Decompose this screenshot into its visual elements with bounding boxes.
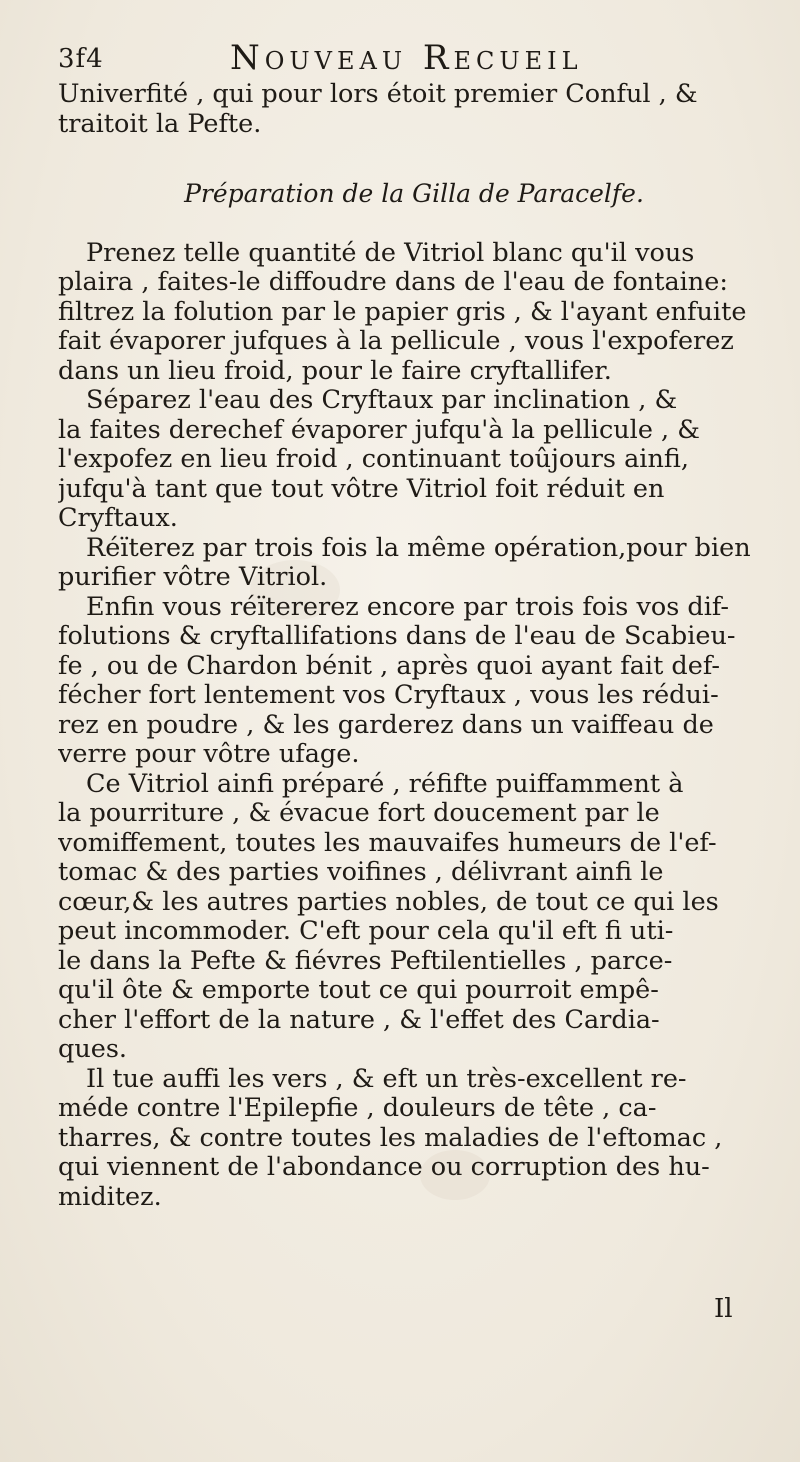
text-line: tharres, & contre toutes les maladies de l'eftomac , — [58, 1123, 723, 1153]
text-line: cœur,& les autres parties nobles, de tout ce qui les — [58, 887, 719, 917]
text-line: qui viennent de l'abondance ou corruption des hu- — [58, 1153, 710, 1182]
text-line: Réïterez par trois fois la même opération,pour bien — [86, 533, 751, 563]
text-line: traitoit la Pefte. — [58, 109, 262, 139]
text-line: la pourriture , & évacue fort doucement par le — [58, 799, 660, 828]
page-header — [52, 38, 772, 82]
section-heading: Préparation de la Gilla de Paracelfe. — [184, 179, 644, 208]
text-line: Univerfité , qui pour lors étoit premier Conful , & — [58, 80, 698, 109]
text-line: miditez. — [58, 1182, 162, 1212]
text-line: Cryftaux. — [58, 504, 178, 533]
text-line: ques. — [58, 1035, 128, 1064]
text-line: Enfin vous réïtererez encore par trois fois vos dif- — [86, 592, 730, 622]
text-line: dans un lieu froid, pour le faire cryftallifer. — [58, 356, 612, 386]
text-line: qu'il ôte & emporte tout ce qui pourroit empê- — [58, 976, 659, 1005]
text-line: Ce Vitriol ainfi préparé , réfifte puiffamment à — [86, 769, 684, 799]
text-line: tomac & des parties voifines , délivrant ainfi le — [58, 858, 664, 887]
text-line: la faites derechef évaporer jufqu'à la pellicule , & — [58, 415, 700, 445]
text-line: vomiffement, toutes les mauvaifes humeurs de l'ef- — [58, 828, 717, 858]
text-line: fait évaporer jufques à la pellicule , vous l'expoferez — [58, 327, 734, 356]
text-line: filtrez la folution par le papier gris , & l'ayant enfuite — [58, 297, 747, 327]
text-line: l'expofez en lieu froid , continuant toûjours ainfi, — [58, 445, 689, 474]
catchword: Il — [714, 1294, 733, 1324]
text-line: plaira , faites-le diffoudre dans de l'eau de fontaine: — [58, 268, 728, 297]
text-line: Séparez l'eau des Cryftaux par inclination , & — [86, 386, 678, 415]
text-line: rez en poudre , & les garderez dans un vaiffeau de — [58, 710, 714, 740]
body-text — [58, 80, 770, 1212]
text-line: Prenez telle quantité de Vitriol blanc qu'il vous — [86, 238, 695, 268]
text-line: peut incommoder. C'eft pour cela qu'il eft fi uti- — [58, 917, 674, 946]
text-line: Il tue auffi les vers , & eft un très-excellent re- — [86, 1064, 687, 1094]
text-line: purifier vôtre Vitriol. — [58, 563, 328, 592]
text-line: le dans la Pefte & fiévres Peftilentielles , parce- — [58, 946, 673, 976]
text-line: jufqu'à tant que tout vôtre Vitriol foit réduit en — [58, 474, 665, 504]
text-line: cher l'effort de la nature , & l'effet des Cardia- — [58, 1005, 660, 1035]
text-line: fécher fort lentement vos Cryftaux , vous les rédui- — [58, 681, 719, 710]
text-line: fe , ou de Chardon bénit , après quoi ayant fait def- — [58, 651, 720, 681]
text-line: verre pour vôtre ufage. — [58, 740, 360, 769]
running-title: Nouveau Recueil — [230, 38, 583, 78]
text-line: folutions & cryftallifations dans de l'eau de Scabieu- — [58, 622, 736, 651]
text-line: méde contre l'Epilepfie , douleurs de tête , ca- — [58, 1094, 657, 1123]
page-number: 3f4 — [58, 44, 104, 74]
